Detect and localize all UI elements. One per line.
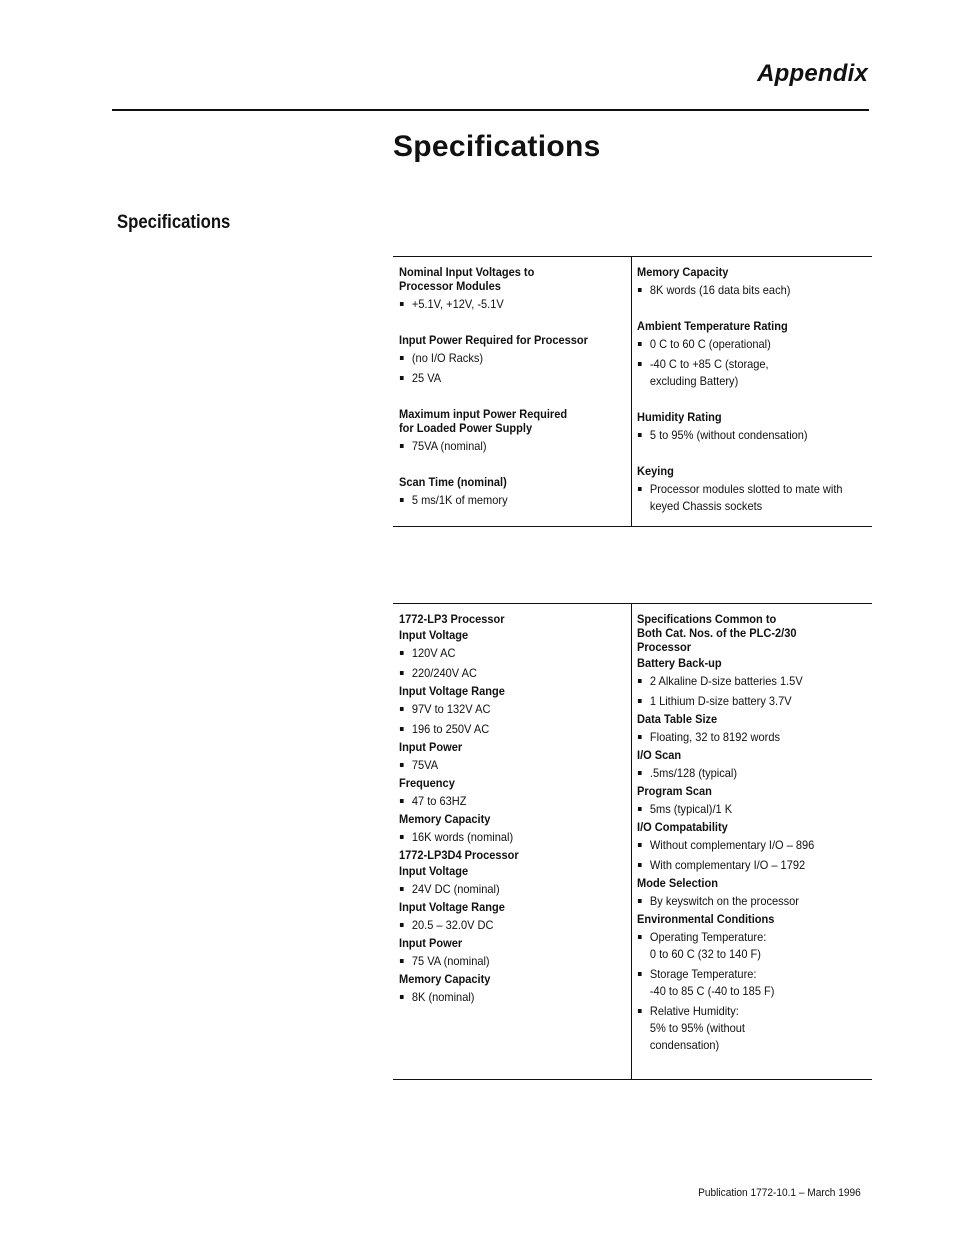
spec-heading: Mode Selection [637,876,718,890]
spec-bullet-item: 20.5 – 32.0V DC [399,917,609,934]
spec-group [637,464,867,515]
spec-bullet-item: 75 VA (nominal) [399,953,609,970]
spec-group [399,776,627,810]
spec-group [637,912,867,1054]
spec-heading: Input Power Required for Processor [399,333,588,347]
appendix-label: Appendix [757,60,868,87]
spec-heading: Input Power [399,740,463,754]
spec-bullet-item: By keyswitch on the processor [637,893,849,910]
spec-group [399,848,627,862]
spec-heading: Keying [637,464,674,478]
spec-heading: Input Voltage Range [399,900,505,914]
spec-bullet-item: 2 Alkaline D-size batteries 1.5V [637,673,849,690]
spec-group [399,475,627,509]
spec-group [637,820,867,874]
spec-bullet-item: 220/240V AC [399,665,609,682]
spec-bullet-item: 196 to 250V AC [399,721,609,738]
spec-group [637,712,867,746]
spec-heading: Maximum input Power Required for Loaded Power Supply [399,407,568,435]
spec-heading: Input Voltage [399,864,469,878]
spec-bullet-item: 16K words (nominal) [399,829,609,846]
spec-heading: Program Scan [637,784,712,798]
spec-bullet-item: (no I/O Racks) [399,350,609,367]
spec-heading: Specifications Common to Both Cat. Nos. of the PLC-2/30 Processor [637,612,797,654]
spec-bullet-item: 8K (nominal) [399,989,609,1006]
spec-bullet-item: +5.1V, +12V, -5.1V [399,296,609,313]
spec-group [637,748,867,782]
spec-group [399,972,627,1006]
spec-heading: I/O Scan [637,748,682,762]
spec-table-processors [393,603,872,1080]
spec-group [399,900,627,934]
spec-table-general [393,256,872,527]
spec-group [637,410,867,444]
spec-bullet-item: Processor modules slotted to mate with keyed Chassis sockets [637,481,849,515]
spec-heading: I/O Compatability [637,820,728,834]
spec-heading: Ambient Temperature Rating [637,319,788,333]
spec-bullet-item: 97V to 132V AC [399,701,609,718]
spec-heading: Data Table Size [637,712,718,726]
spec-group [637,784,867,818]
spec-group [637,656,867,710]
spec-heading: Input Voltage Range [399,684,505,698]
spec-bullet-item: Operating Temperature: 0 to 60 C (32 to 140 F) [637,929,849,963]
spec-group [399,812,627,846]
spec-group [399,265,627,313]
spec-group [637,876,867,910]
spec-heading: 1772-LP3 Processor [399,612,505,626]
spec-heading: Memory Capacity [399,812,491,826]
spec-group [399,333,627,387]
spec-bullet-item: 0 C to 60 C (operational) [637,336,849,353]
spec-bullet-item: 5ms (typical)/1 K [637,801,849,818]
spec-heading: Environmental Conditions [637,912,775,926]
spec-bullet-item: Without complementary I/O – 896 [637,837,849,854]
spec-bullet-item: With complementary I/O – 1792 [637,857,849,874]
spec-heading: Humidity Rating [637,410,722,424]
spec-heading: Frequency [399,776,455,790]
spec-bullet-item: 5 ms/1K of memory [399,492,609,509]
spec-heading: Memory Capacity [637,265,729,279]
spec-bullet-item: 25 VA [399,370,609,387]
spec-bullet-item: 5 to 95% (without condensation) [637,427,849,444]
spec-bullet-item: 75VA [399,757,609,774]
spec-group [399,612,627,626]
spec-bullet-item: 47 to 63HZ [399,793,609,810]
publication-footer: Publication 1772-10.1 – March 1996 [698,1187,861,1199]
spec-group [399,740,627,774]
spec-group [637,319,867,390]
spec-group [399,864,627,898]
spec-bullet-item: 75VA (nominal) [399,438,609,455]
spec-heading: Memory Capacity [399,972,491,986]
section-heading: Specifications [117,212,231,233]
spec-group [399,628,627,682]
spec-bullet-item: .5ms/128 (typical) [637,765,849,782]
spec-bullet-item: 24V DC (nominal) [399,881,609,898]
spec-heading: Nominal Input Voltages to Processor Modules [399,265,535,293]
spec-column-left [393,604,632,1079]
spec-column-right [632,604,871,1079]
spec-group [399,407,627,455]
spec-group [399,684,627,738]
spec-heading: 1772-LP3D4 Processor [399,848,519,862]
spec-bullet-item: Relative Humidity: 5% to 95% (without condensation) [637,1003,849,1054]
spec-bullet-item: Storage Temperature: -40 to 85 C (-40 to 185 F) [637,966,849,1000]
spec-bullet-item: Floating, 32 to 8192 words [637,729,849,746]
spec-bullet-item: 8K words (16 data bits each) [637,282,849,299]
spec-heading: Scan Time (nominal) [399,475,507,489]
spec-column-right [632,257,871,526]
spec-heading: Battery Back-up [637,656,722,670]
spec-bullet-item: 1 Lithium D-size battery 3.7V [637,693,849,710]
spec-heading: Input Power [399,936,463,950]
spec-heading: Input Voltage [399,628,469,642]
spec-group [637,612,867,654]
page-title: Specifications [393,130,601,163]
spec-bullet-item: -40 C to +85 C (storage, excluding Battery) [637,356,849,390]
spec-column-left [393,257,632,526]
spec-group [399,936,627,970]
header-rule [112,109,869,111]
spec-group [637,265,867,299]
spec-bullet-item: 120V AC [399,645,609,662]
